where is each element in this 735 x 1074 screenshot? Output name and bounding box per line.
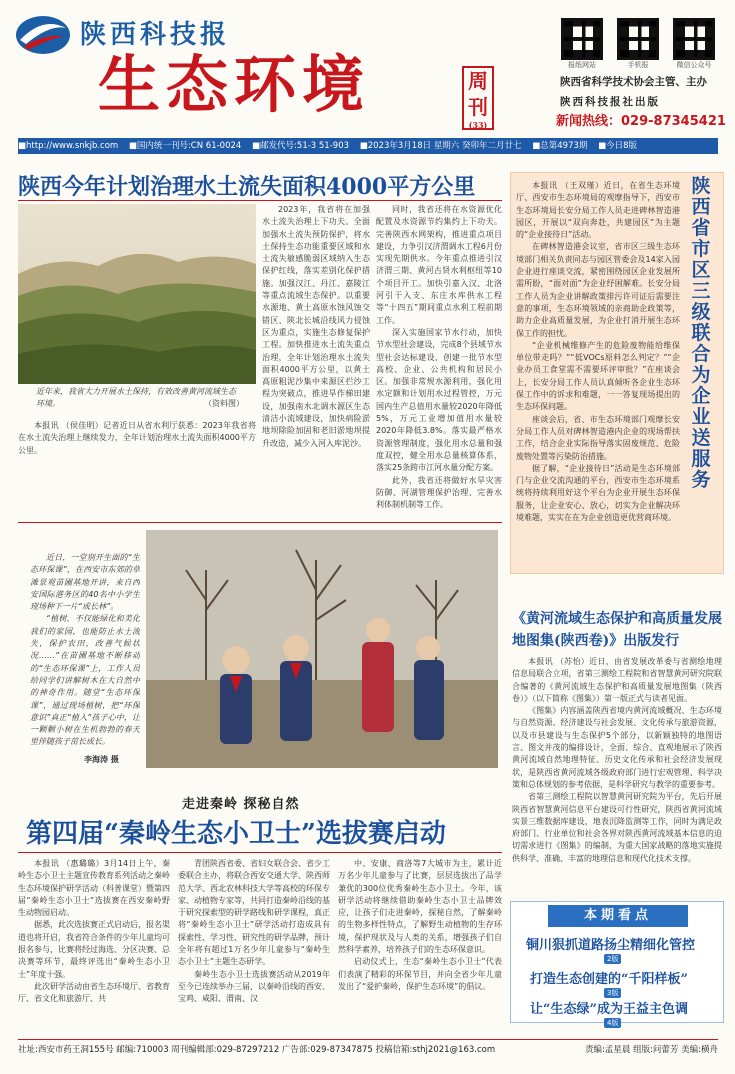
- highlight-page: 4版: [604, 1018, 621, 1028]
- paragraph: 此外，我省还将做好水旱灾害防御、河湖管理保护治理、完善水利体制机制等工作。: [376, 475, 502, 510]
- weekly-number: (33): [468, 120, 488, 130]
- paragraph: 此次研学活动由省生态环境厅、省教育厅、省文化和旅游厅、共: [18, 981, 170, 1004]
- highlight-text: 让“生态绿”成为王益主色调: [530, 1002, 688, 1017]
- paragraph: 《图集》内容涵盖陕西省境内黄河流域概况、生态环境与自然资源、经济建设与社会发展、文化传承与旅游资源，以及市县建设与生态保护5个部分，以新颖独特的地图语言、图文并茂的编排设计，全面、综合、直观地展示了陕西黄河流域自然地理特征、历史文化传承和社会经济发展现状，是陕西省黄河流域各级政府部门进行宏观管理、科学决策和总体规划的参考依据，是科学研究与教学的重要参考。: [512, 706, 722, 789]
- feature-col2: [178, 858, 330, 1038]
- paragraph: 本报讯 （苏怡）近日，由省发展改革委与省测绘地理信息局联合立项，省第三测绘工程院和省智慧黄河研究院联合编著的《黄河流域生态保护和高质量发展地图集（陕西卷）》（以下简称《图集》）第一版正式与读者见面。: [512, 657, 722, 703]
- paragraph: 启动仪式上，生态“秦岭生态小卫士”代表们表演了精彩的环保节目，并向全省少年儿童发出了“爱护秦岭，保护生态环境”的倡议。: [338, 957, 502, 991]
- qr-code-icon: [673, 18, 715, 60]
- paragraph: 2023年，我省将在加强水土流失治理上下功夫。全面加强水土流失预防保护，将水土保持生态功能重要区域和水土流失敏感脆弱区域纳入生态保护红线，落实差别化保护措施。加强汉江、丹江、嘉陵江等重点流域生态保护。以重要水源地、黄土高原水蚀风蚀交错区、陕北长城沿线风力侵蚀区为重点，实施生态修复保护工程。加快推进水土流失重点治理，全年计划治理水土流失面积4000平方公里，以黄土高原粗泥沙集中来源区拦沙工程为突破点，推进旱作梯田建设，加强南水北调水源区生态清洁小流域建设，加快病险淤地坝除险加固和老旧淤地坝提升改造，减少入河入库泥沙。: [262, 205, 370, 448]
- footer-editors: 责编:孟星晨 组版:问蕾芳 美编:横舟: [585, 1045, 718, 1055]
- highlight-item[interactable]: [526, 934, 695, 953]
- website-url[interactable]: ■http://www.snkjb.com: [18, 141, 119, 151]
- issue-number: ■总第4973期: [532, 141, 588, 151]
- paragraph: “植树，不仅能绿化和美化我们的家园，也能防止水土流失，保护农田，改善气候状况……”在苗圃基地不断移动的“生态环保课”上，工作人员给同学们讲解树木在大自然中的神奇作用。随堂“生态环保课”，通过现场植树，把“环保意识”真正“植入”孩子心中，让一颗颗小树在生机勃勃的春天里伴随孩子茁长成长。: [30, 614, 140, 747]
- weekly-badge: [462, 66, 494, 130]
- feature-side-text: [30, 552, 140, 762]
- divider: [18, 522, 502, 523]
- paragraph: 深入实施国家节水行动，加快节水型社会建设，完成8个县域节水型社会达标建设，创建一批节水型高校、企业、公共机构和居民小区。加强非常规水源利用，强化用水定额和计划用水过程管控，万元国内生产总值用水量较2020年降低5%，万元工业增加值用水量较2020年降低3.8%。落实最严格水资源管理制度，强化用水总量和强度双控，健全用水总量核算体系，落实25条跨市江河水量分配方案。: [376, 327, 502, 473]
- highlight-page: 3版: [604, 988, 621, 998]
- paragraph: 中、安康、商洛等7大城市为主，累计近万名少年儿童参与了比赛，层层选拔出了品学兼优的300位优秀秦岭生态小卫士。今年，该研学活动将继续借助秦岭生态小卫士品牌效应，让孩子们走进秦岭，探秘自然，了解秦岭的生物多样性特点，了解野生动植物的生存环境，保护现状及与人类的关系，增强孩子们自然科学素养，培养孩子们的生态环保意识。: [338, 859, 502, 955]
- atlas-body: [512, 656, 722, 896]
- tree-planting-photo: [146, 530, 498, 768]
- paragraph: “企业机械维修产生的危险废物能给维保单位带走吗？”“低VOCs原料怎么判定？”“企业办员工食堂需不需要环评审批？”在座谈会上，长安分局工作人员认真倾听各企业生态环保工作中的诉求和难题，一一答复现场提出的生态环保问题。: [516, 340, 680, 412]
- paragraph: 青团陕西省委、省妇女联合会、省少工委联合主办，将联合西安交通大学、陕西师范大学、西北农林科技大学等高校的环保专家、动植物专家等，共同打造秦岭沿线的基于研究探索型的研学路线和研学课程，真正将“秦岭生态小卫士”研学活动打造成具有探索性、学习性、研究性的研学品牌，预计全年将有超过1万名少年儿童参与“秦岭生态小卫士”主题生态研学。: [178, 859, 330, 967]
- paragraph: 在碑林智造港会议室，省市区三级生态环境部门相关负责同志与园区管委会及14家入园企业进行座谈交流，紧密围绕园区企业发展所需所盼，“面对面”为企业纾困解难。长安分局工作人员为企业讲解政策排污许可证后需要注意的事项，生态环境领域的亲商助企政策等，助力企业高质量发展，为企业打消开展生态环保工作的担忧。: [516, 242, 680, 338]
- issue-date: ■2023年3月18日 星期六 癸卯年二月廿七: [359, 141, 522, 151]
- qr-label: 微信公众号: [676, 61, 712, 69]
- qr-website: [556, 18, 608, 70]
- qr-code-icon: [561, 18, 603, 60]
- postal-code: ■邮发代号:51-3 51-903: [252, 141, 350, 151]
- paragraph: 据悉，此次选拔赛正式启动后，报名渠道也将开启，我省符合条件的少年儿童均可报名参与，比赛将经过海选、分区决赛、总决赛等环节，最终评选出“秦岭生态小卫士”年度十强。: [18, 920, 170, 979]
- lead-col1-bottom: [18, 420, 256, 457]
- hotline-label: 新闻热线：: [556, 114, 622, 129]
- photo-credit-author: 李海涛 摄: [84, 755, 119, 764]
- paragraph: 同时，我省还将在水资源优化配置及水资源节约集约上下功夫。完善陕西水网架构，推进重点项目建设，力争引汉济渭调水工程6月份实现先期供水。今年重点推进引汉济渭三期、黄河古贤水利枢纽等10个项目开工。加快引嘉入汉、北洛河引干入支、东庄水库供水工程等“十四五”期间重点水利工程前期工作。: [376, 205, 502, 325]
- qr-code-icon: [617, 18, 659, 60]
- hotline-number: 029-87345421: [621, 114, 726, 129]
- weekly-label: 周刊: [468, 69, 488, 119]
- footer-address: 社址:西安市药王洞155号 邮编:710003 周刊编辑部:029-87297212 广告部:029-87347875 投稿信箱:sthj2021@163.com: [18, 1045, 496, 1055]
- paragraph: 本报讯 （惠璐璐）3月14日上午，秦岭生态小卫士主题宣传教育系列活动之秦岭生态环境保护研学活动（科普课堂）暨第四届“秦岭生态小卫士”选拔赛在西安秦岭野生动物园启动。: [18, 859, 170, 918]
- paragraph: 据了解，“企业接待日”活动是生态环境部门与企业交流沟通的平台，西安市生态环境系统将持续利用好这个平台为企业开展生态环保服务，让企业安心、放心，切实为企业解决环境难题，实实在在为企业创造更优营商环境。: [516, 463, 680, 523]
- footer: [18, 1043, 718, 1055]
- info-bar: [18, 138, 718, 154]
- divider: [18, 852, 502, 853]
- feature-kicker: 走进秦岭 探秘自然: [182, 797, 300, 812]
- newspaper-logo-icon: [14, 14, 72, 56]
- sidebar-body: [516, 180, 680, 570]
- highlight-item[interactable]: [530, 998, 688, 1017]
- landscape-photo: [18, 204, 256, 384]
- photo-credit: （资料图）: [204, 399, 244, 408]
- qr-label: 报纸网站: [568, 61, 596, 69]
- newspaper-brand: 陕西科技报: [80, 20, 231, 50]
- divider: [18, 200, 502, 201]
- paragraph: 近日，一堂别开生面的“生态环保课”，在西安市东郊的草滩景观苗圃基地开讲，来自西安国际港务区的40名中小学生现场种下一片“成长林”。: [30, 553, 140, 612]
- hotline: [556, 110, 726, 129]
- lead-headline: 陕西今年计划治理水土流失面积4000平方公里: [18, 174, 476, 200]
- highlight-page: 2版: [604, 954, 621, 964]
- highlight-text: 铜川狠抓道路扬尘精细化管控: [526, 938, 696, 953]
- feature-col3: [338, 858, 502, 1038]
- page-count: ■今日8版: [598, 141, 638, 151]
- press-line: 陕西科技报社出版: [560, 96, 660, 108]
- lead-col1-wrap: [262, 204, 370, 524]
- paragraph: 座谈会后，省、市生态环境部门观摩长安分局工作人员对碑林智造港内企业的现场帮扶工作，结合企业实际指导落实固废规范、危险废物处置等污染防治措施。: [516, 414, 680, 461]
- qr-label: 手机报: [627, 61, 649, 69]
- paragraph: 省第三测绘工程院以智慧黄河研究院为平台，先后开展陕西省智慧黄河信息平台建设可行性研究，陕西省黄河流域实景三维数据库建设，地表沉降监测等工作，同时为满足政府部门、行业单位和社会各界对陕西黄河流域基本信息的迫切需求进行《图集》的编制，为重大国家战略的落地实施提供科学、准确、丰富的地理信息和现代化技术支撑。: [512, 792, 722, 863]
- cn-number: ■国内统一刊号:CN 61-0024: [128, 141, 242, 151]
- qr-wechat: [668, 18, 720, 70]
- feature-headline: 第四届“秦岭生态小卫士”选拔赛启动: [26, 819, 446, 849]
- paragraph: 秦岭生态小卫士选拔赛活动从2019年至今已连续举办三届，以秦岭沿线的西安、宝鸡、咸阳、渭南、汉: [178, 969, 330, 1004]
- supplement-title: 生态环境: [98, 48, 371, 121]
- paragraph: 本报讯 （侯佳明）记者近日从省水利厅获悉：2023年我省将在水土流失治理上继续发力，全年计划治理水土流失面积4000平方公里。: [18, 421, 256, 455]
- sidebar-vertical-title: 陕西省市区三级联合为企业送服务: [691, 175, 711, 491]
- caption-text: 近年来，我省大力开展水土保持，有效改善黄河流域生态环境。: [36, 387, 236, 408]
- publisher-line: 陕西省科学技术协会主管、主办: [560, 76, 707, 88]
- highlight-item[interactable]: [530, 968, 688, 987]
- feature-col1: [18, 858, 170, 1038]
- paragraph: 本报讯 （王双瑾）近日，在省生态环境厅、西安市生态环境局的观摩指导下，西安市生态环境局长安分局工作人员走进碑林智造港园区，开展以“双向奔赴，共建园区”为主题的“企业接待日”活动。: [516, 181, 680, 240]
- qr-mobile: [612, 18, 664, 70]
- atlas-headline: 《黄河流域生态保护和高质量发展地图集(陕西卷)》出版发行: [512, 611, 722, 649]
- highlights-title: 本期看点: [548, 905, 688, 927]
- footer-divider: [18, 1039, 718, 1040]
- lead-col2: [376, 204, 502, 524]
- highlight-text: 打造生态创建的“千阳样板”: [530, 972, 688, 987]
